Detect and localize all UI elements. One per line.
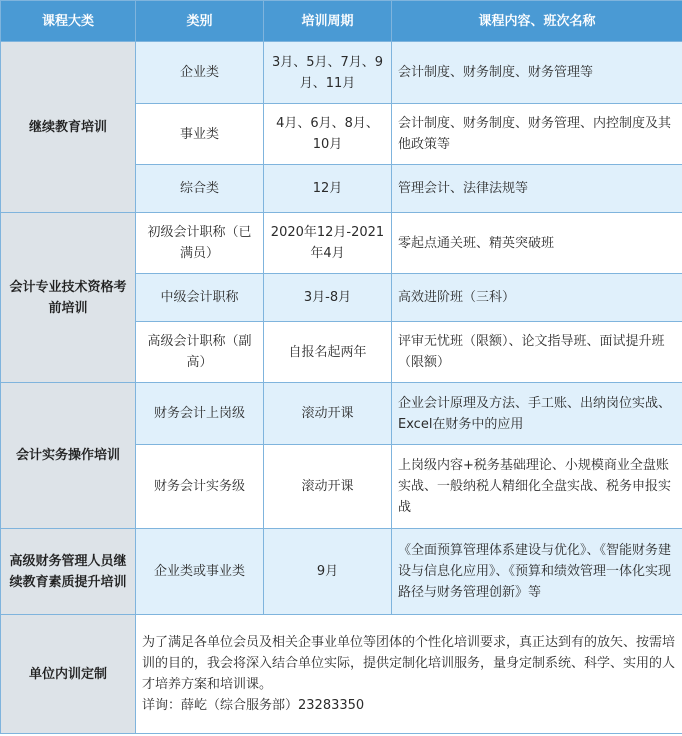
type-cell: 事业类 <box>136 104 264 165</box>
content-cell: 会计制度、财务制度、财务管理、内控制度及其他政策等 <box>392 104 682 165</box>
table-row <box>1 615 682 734</box>
type-cell: 企业类 <box>136 42 264 104</box>
content-cell: 评审无忧班（限额）、论文指导班、面试提升班（限额） <box>392 322 682 383</box>
contact-info: 详询：薛屹（综合服务部）23283350 <box>142 698 365 713</box>
custom-training-description <box>136 615 682 734</box>
type-cell: 财务会计实务级 <box>136 445 264 529</box>
category-cell: 高级财务管理人员继续教育素质提升培训 <box>1 529 136 615</box>
content-cell: 会计制度、财务制度、财务管理等 <box>392 42 682 104</box>
table-row <box>1 42 682 104</box>
type-cell: 财务会计上岗级 <box>136 383 264 445</box>
type-cell: 中级会计职称 <box>136 274 264 322</box>
header-row <box>1 1 682 42</box>
custom-training-text: 为了满足各单位会员及相关企事业单位等团体的个性化培训要求，真正达到有的放矢、按需培训的目的，我会将深入结合单位实际，提供定制化培训服务，量身定制系统、科学、实用的人才培养方案和培训课。 <box>142 635 676 692</box>
table-row <box>1 529 682 615</box>
period-cell: 2020年12月-2021年4月 <box>264 213 392 274</box>
header-course-category: 课程大类 <box>1 1 136 42</box>
category-cell: 会计实务操作培训 <box>1 383 136 529</box>
content-cell: 管理会计、法律法规等 <box>392 165 682 213</box>
header-course-content: 课程内容、班次名称 <box>392 1 682 42</box>
period-cell: 3月-8月 <box>264 274 392 322</box>
type-cell: 企业类或事业类 <box>136 529 264 615</box>
period-cell: 滚动开课 <box>264 445 392 529</box>
content-cell: 上岗级内容+税务基础理论、小规模商业全盘账实战、一般纳税人精细化全盘实战、税务申报实战 <box>392 445 682 529</box>
table-row <box>1 383 682 445</box>
content-cell: 《全面预算管理体系建设与优化》、《智能财务建设与信息化应用》、《预算和绩效管理一体化实现路径与财务管理创新》等 <box>392 529 682 615</box>
content-cell: 高效进阶班（三科） <box>392 274 682 322</box>
period-cell: 滚动开课 <box>264 383 392 445</box>
period-cell: 3月、5月、7月、9月、11月 <box>264 42 392 104</box>
type-cell: 高级会计职称（副高） <box>136 322 264 383</box>
table-row <box>1 213 682 274</box>
period-cell: 自报名起两年 <box>264 322 392 383</box>
header-type: 类别 <box>136 1 264 42</box>
content-cell: 零起点通关班、精英突破班 <box>392 213 682 274</box>
type-cell: 初级会计职称（已满员） <box>136 213 264 274</box>
period-cell: 12月 <box>264 165 392 213</box>
category-cell: 单位内训定制 <box>1 615 136 734</box>
content-cell: 企业会计原理及方法、手工账、出纳岗位实战、Excel在财务中的应用 <box>392 383 682 445</box>
header-training-period: 培训周期 <box>264 1 392 42</box>
period-cell: 4月、6月、8月、10月 <box>264 104 392 165</box>
category-cell: 继续教育培训 <box>1 42 136 213</box>
period-cell: 9月 <box>264 529 392 615</box>
category-cell: 会计专业技术资格考前培训 <box>1 213 136 383</box>
type-cell: 综合类 <box>136 165 264 213</box>
